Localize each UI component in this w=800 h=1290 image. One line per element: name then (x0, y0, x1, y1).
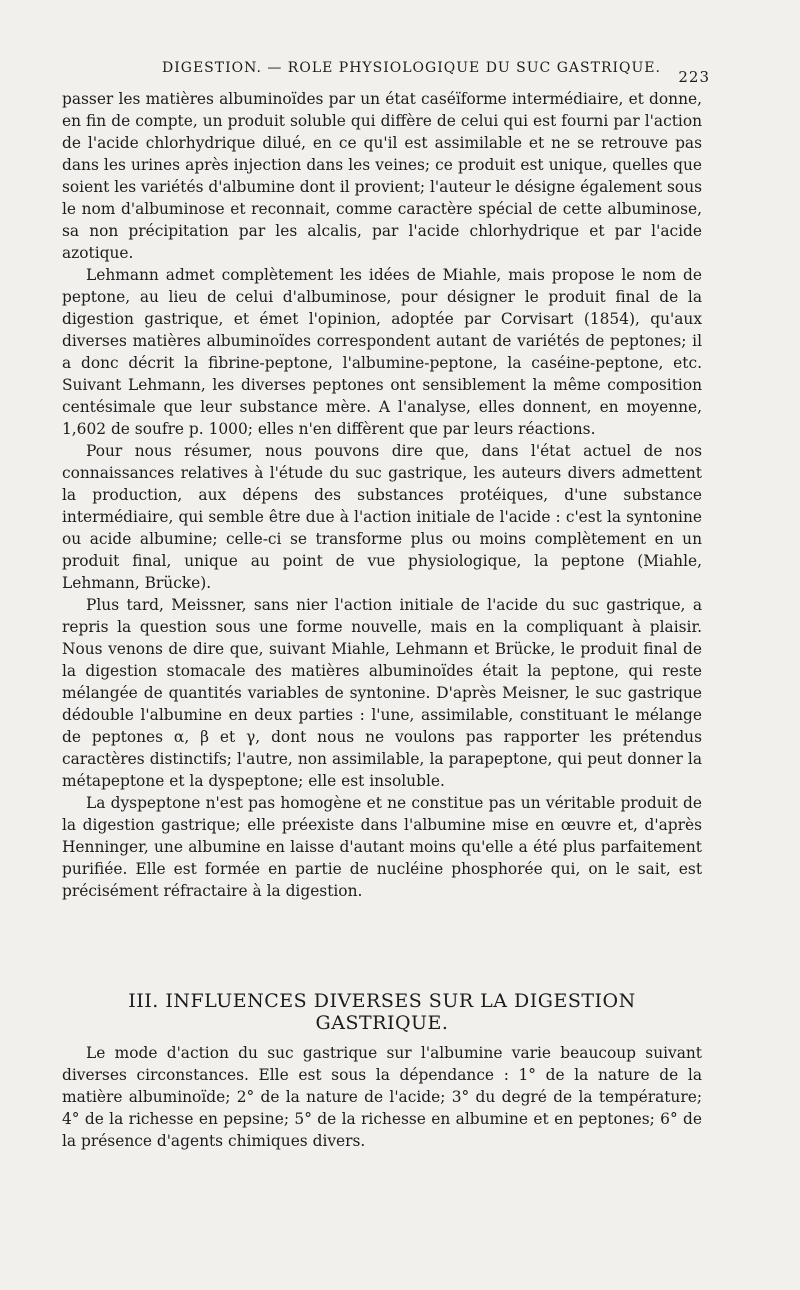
paragraph: Pour nous résumer, nous pouvons dire que, dans l'état actuel de nos connaissances relatives à l'étude du suc gastrique, les auteurs divers admettent la production, aux dépens des substances protéiques, d'une substance intermédiaire, qui semble être due à l'action initiale de l'acide : c'est la syntonine ou acide albumine; celle-ci se transforme plus ou moins complètement en un produit final, unique au point de vue physiologique, la peptone (Miahle, Lehmann, Brücke). (62, 442, 702, 592)
paragraph: passer les matières albuminoïdes par un état caséïforme intermédiaire, et donne, en fin de compte, un produit soluble qui diffère de celui qui est fourni par l'action de l'acide chlorhydrique dilué, en ce qu'il est assimilable et ne se retrouve pas dans les urines après injection dans les veines; ce produit est unique, quelles que soient les variétés d'albumine dont il provient; l'auteur le désigne également sous le nom d'albuminose et reconnait, comme caractère spécial de cette albuminose, sa non précipitation par les alcalis, par l'acide chlorhydrique et par l'acide azotique. (62, 90, 702, 262)
paragraph: Lehmann admet complètement les idées de Miahle, mais propose le nom de peptone, au lieu de celui d'albuminose, pour désigner le produit final de la digestion gastrique, et émet l'opinion, adoptée par Corvisart (1854), qu'aux diverses matières albuminoïdes correspondent autant de variétés de peptones; il a donc décrit la fibrine-peptone, l'albumine-peptone, la caséine-peptone, etc. Suivant Lehmann, les diverses peptones ont sensiblement la même composition centésimale que leur substance mère. A l'analyse, elles donnent, en moyenne, 1,602 de soufre p. 1000; elles n'en diffèrent que par leurs réactions. (62, 266, 702, 438)
running-title: DIGESTION. — ROLE PHYSIOLOGIQUE DU SUC GASTRIQUE. (162, 60, 661, 76)
page-number: 223 (678, 68, 710, 86)
section-heading: III. INFLUENCES DIVERSES SUR LA DIGESTION GASTRIQUE. (128, 990, 636, 1034)
paragraph: La dyspeptone n'est pas homogène et ne constitue pas un véritable produit de la digestion gastrique; elle préexiste dans l'albumine mise en œuvre et, d'après Henninger, une albumine en laisse d'autant moins qu'elle a été plus parfaitement purifiée. Elle est formée en partie de nucléine phosphorée qui, on le sait, est précisément réfractaire à la digestion. (62, 794, 702, 900)
paragraph: Plus tard, Meissner, sans nier l'action initiale de l'acide du suc gastrique, a repris la question sous une forme nouvelle, mais en la compliquant à plaisir. Nous venons de dire que, suivant Miahle, Lehmann et Brücke, le produit final de la digestion stomacale des matières albuminoïdes était la peptone, qui reste mélangée de quantités variables de syntonine. D'après Meisner, le suc gastrique dédouble l'albumine en deux parties : l'une, assimilable, constituant le mélange de peptones α, β et γ, dont nous ne voulons pas rapporter les prétendus caractères distinctifs; l'autre, non assimilable, la parapeptone, qui peut donner la métapeptone et la dyspeptone; elle est insoluble. (62, 596, 702, 790)
paragraph: Le mode d'action du suc gastrique sur l'albumine varie beaucoup suivant diverses circonstances. Elle est sous la dépendance : 1° de la nature de la matière albuminoïde; 2° de la nature de l'acide; 3° du degré de la température; 4° de la richesse en pepsine; 5° de la richesse en albumine et en peptones; 6° de la présence d'agents chimiques divers. (62, 1044, 702, 1150)
body-text (62, 88, 702, 902)
section-body (62, 1042, 702, 1152)
